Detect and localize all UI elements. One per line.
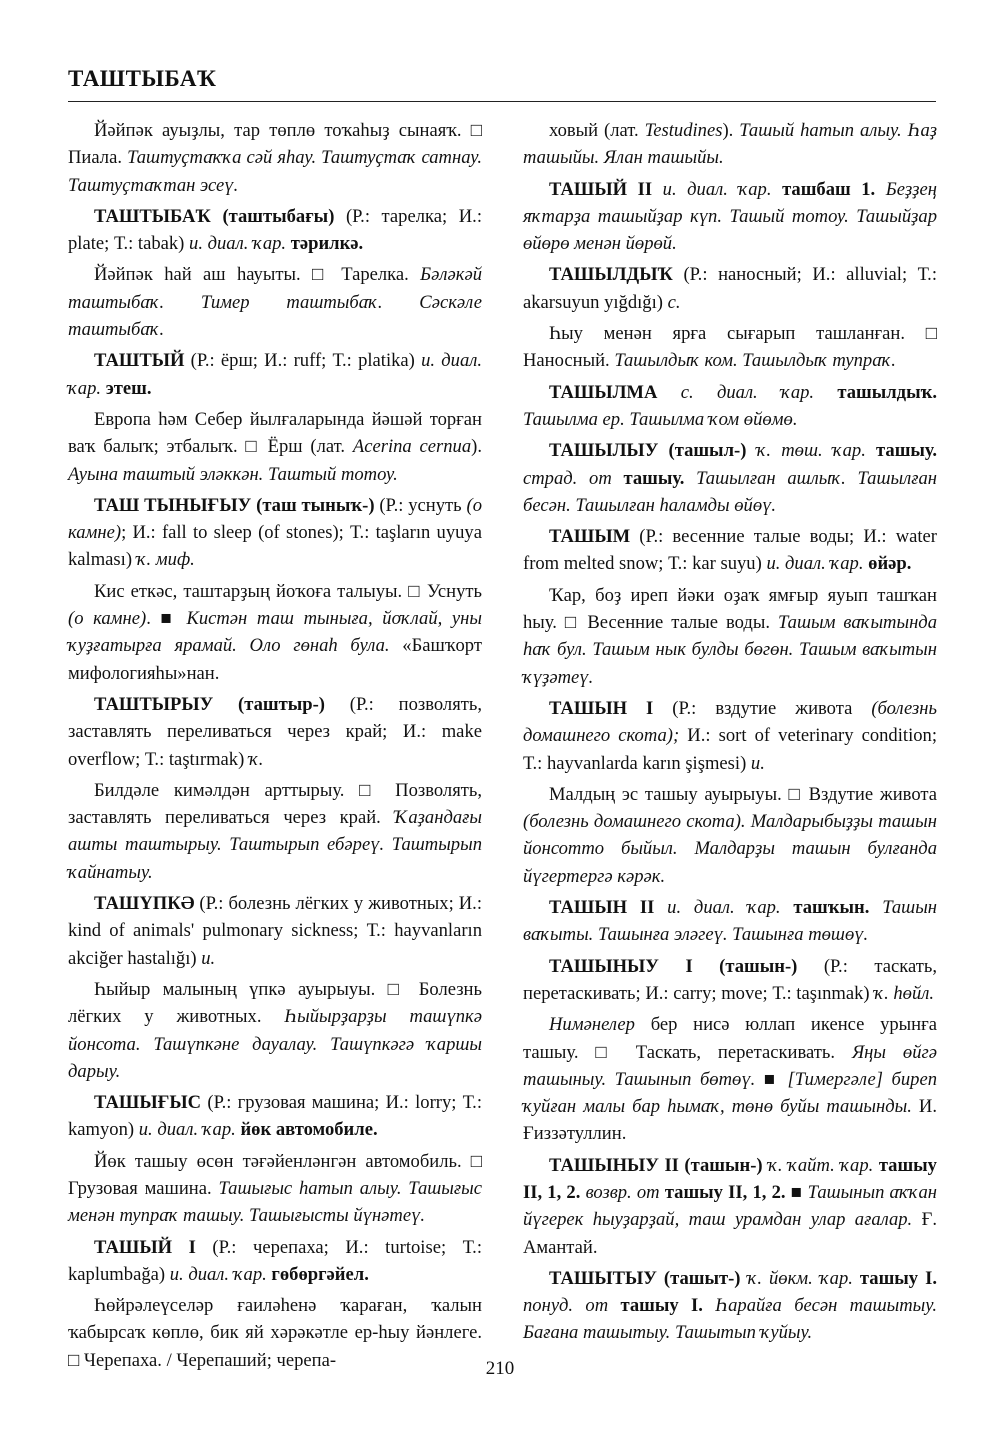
italic-text: ҡ. төш. ҡар.	[756, 440, 866, 462]
italic-text: Кистән таш тыныға, йоҡлай, уны ҡуҙғатырға ярамай. Оло гөнаһ була.	[68, 608, 482, 657]
headword-text: ТАШТЫЙ	[94, 350, 185, 372]
italic-text: понуд. от	[523, 1295, 609, 1317]
entry-text	[866, 440, 876, 461]
italic-text: с. диал. ҡар.	[680, 381, 815, 403]
italic-text: с.	[667, 291, 681, 313]
running-head: ТАШТЫБАҠ	[68, 66, 217, 91]
italic-text: и.	[750, 752, 765, 774]
entry-text: (Р.: весенние талые воды; И.: water from melted snow; Т.: kar suyu)	[523, 526, 937, 575]
italic-text: ҡ. миф.	[136, 549, 195, 571]
italic-text: и. диал. ҡар.	[766, 553, 864, 575]
entry-text: «Башҡорт мифологияһы»нан.	[68, 635, 482, 684]
headword-text: ТАШЫНЫУ I (ташын-)	[549, 955, 798, 977]
dictionary-entry	[523, 894, 937, 949]
italic-text: и. диал. ҡар.	[662, 178, 772, 200]
headword-text: ташыу I.	[620, 1295, 703, 1317]
entry-text	[652, 179, 663, 200]
dictionary-entry	[68, 347, 482, 402]
entry-text	[703, 1295, 715, 1316]
entry-text: (Р.: ёрш; И.: ruff; Т.: platika)	[184, 350, 422, 372]
dictionary-entry	[68, 777, 482, 886]
entry-text: Һыу менән ярға сығарып ташланған. □ Наносный.	[523, 323, 937, 372]
headword-text: ташылдыҡ.	[837, 381, 937, 403]
italic-text: Ташым ваҡытында һаҡ бул. Ташым нык булды бөгөн. Ташым ваҡытын ҡүҙәтеү.	[523, 612, 937, 688]
entry-text: Йөк ташыу өсөн тәғәйенләнгән автомобиль. □ Грузовая машина.	[68, 1150, 482, 1199]
dictionary-entry	[523, 117, 937, 172]
italic-text: Һыйырҙарҙы ташүпкә йонсота. Ташүпкәне дауалау. Ташүпкәгә ҡаршы дарыу.	[68, 1006, 482, 1082]
headword-text: ТАШЫЛМА	[549, 381, 658, 403]
entry-text: (Р.: болезнь лёгких у животных; И.: kind of animals' pulmonary sickness; Т.: hayvanların akciğer hastalığı)	[68, 893, 482, 969]
entry-text: Йәйпәк ауыҙлы, тар төплө тоҡаһыҙ сынаяҡ. □ Пиала.	[68, 120, 482, 169]
dictionary-entry	[523, 781, 937, 890]
italic-text: Һарайға бесән ташытыу. Бағана ташытыу. Ташытып ҡуйыу.	[523, 1295, 937, 1344]
entry-text	[781, 897, 794, 918]
entry-text: Һыйыр малының үпкә ауырыуы. □ Болезнь лёгких у животных.	[68, 978, 482, 1028]
headword-text: өйәр.	[868, 553, 912, 575]
italic-text: Ташылма ер. Ташылма ҡом өйөмө.	[523, 408, 798, 430]
entry-text	[612, 468, 624, 489]
headword-text: ТАШТЫРЫУ (таштыр-)	[94, 693, 325, 715]
headword-text: ташбаш 1.	[782, 178, 876, 200]
dictionary-entry	[523, 1265, 937, 1347]
entry-text: ).	[722, 120, 740, 141]
italic-text: возвр. от	[585, 1181, 660, 1203]
page-number: 210	[485, 1358, 515, 1379]
italic-text: и. диал. ҡар.	[667, 897, 781, 919]
italic-text: Ташылған ашлыҡ. Ташылған бесән. Ташылған һаламды өйөү.	[523, 467, 937, 516]
headword-text: ТАШЫҒЫС	[94, 1092, 202, 1114]
dictionary-entry	[68, 578, 482, 687]
entry-text	[814, 382, 837, 403]
dictionary-entry	[523, 1011, 937, 1147]
entry-text: Ғ. Амантай.	[523, 1209, 937, 1258]
entry-text: бер нисә юллап икенсе урынға ташыу. □ Таскать, перетаскивать.	[523, 1014, 937, 1063]
entry-text: Кис еткәс, таштарҙың йоҡоға талыуы. □ Уснуть	[94, 580, 482, 602]
headword-text: ТАШЫНЫУ II (ташын-)	[549, 1154, 763, 1176]
dictionary-entry	[68, 492, 482, 574]
dictionary-entry	[523, 379, 937, 434]
entry-text: Малдың эс ташыу ауырыуы. □ Вздутие живота	[549, 783, 937, 805]
entry-text	[741, 1268, 748, 1289]
entry-text: (Р.: позволять, заставлять переливаться через край; И.: make overflow; Т.: taştırmak)	[68, 693, 482, 770]
headword-text: ТАШЫН II	[549, 897, 655, 919]
italic-text: Ауына таштый эләккән. Таштый тотоу.	[68, 463, 398, 485]
italic-text: Ташый һатып алыу. Һаҙ ташыйы. Ялан ташыйы.	[523, 120, 937, 169]
dictionary-entry	[523, 1152, 937, 1261]
italic-text: страд. от	[523, 467, 612, 489]
header-rule	[68, 101, 936, 102]
dictionary-entry	[523, 582, 937, 691]
headword-text: гөбөргәйел.	[271, 1263, 369, 1285]
italic-text: Яңы өйгә ташыныу. Ташынып бөтөү.	[523, 1041, 937, 1090]
italic-text: Ҡаҙандағы ашты таштырыу. Таштырып ебәреү. Таштырып ҡайнатыу.	[68, 807, 482, 883]
entry-text	[772, 179, 783, 200]
headword-text: ташыу II, 1, 2.	[664, 1181, 786, 1203]
italic-text: (болезнь домашнего скота);	[523, 697, 937, 747]
dictionary-entry	[68, 261, 482, 343]
entry-text: (Р.: таскать, перетаскивать; И.: carry; move; Т.: taşınmak)	[523, 955, 937, 1004]
headword-text: ТАШЫМ	[549, 526, 631, 548]
dictionary-entry	[68, 1234, 482, 1289]
dictionary-entry	[523, 523, 937, 578]
entry-text: ховый (лат.	[549, 120, 645, 141]
entry-text	[608, 1295, 620, 1316]
italic-text: и. диал. ҡар.	[138, 1119, 236, 1141]
entry-text: . ■	[146, 608, 187, 630]
headword-text: ТАШЫЙ I	[94, 1236, 196, 1258]
entry-text: Европа һәм Себер йылғаларында йәшәй торған ваҡ балыҡ; этбалыҡ. □ Ёрш (лат.	[68, 408, 482, 458]
entry-text: ; И.: fall to sleep (of stones); Т.: taşların uyuya kalması)	[68, 522, 482, 571]
dictionary-entry	[523, 261, 937, 316]
entry-text	[684, 468, 696, 489]
italic-text: Ташығыс һатып алыу. Ташығыс менән тупраҡ ташыу. Ташығысты йүнәтеү.	[68, 1177, 482, 1227]
headword-text: ташыу I.	[859, 1267, 937, 1289]
italic-text: Нимәнелер	[549, 1014, 635, 1036]
entry-text: (Р.: наносный; И.: alluvial; Т.: akarsuyun yığdığı)	[523, 264, 937, 313]
italic-text: Acerina cernua	[352, 436, 472, 458]
entry-text: И. Ғиззәтуллин.	[523, 1096, 937, 1145]
entry-text	[853, 1268, 860, 1289]
entry-text: (Р.: тарелка; И.: plate; Т.: tabak)	[68, 205, 482, 255]
entry-text: (Р.: грузовая машина; И.: lorry; Т.: kamyon)	[68, 1092, 482, 1141]
italic-text: и. диал. ҡар.	[189, 233, 287, 255]
entry-text: Билдәле кимәлдән арттырыу. □ Позволять, заставлять переливаться через край.	[68, 779, 482, 829]
italic-text: [Тимергәле] биреп ҡуйған малы бар һымаҡ, төнө буйы ташынды.	[523, 1068, 938, 1118]
dictionary-entry	[68, 691, 482, 773]
dictionary-entry	[68, 406, 482, 488]
headword-text: ташыу.	[876, 440, 938, 462]
dictionary-entry	[523, 320, 937, 375]
left-column	[68, 117, 482, 1374]
italic-text: Таштуҫтаҡҡа сәй яһау. Таштуҫтаҡ сатнау. Таштуҫтаҡтан эсеү.	[68, 147, 482, 196]
headword-text: ТАШЫЛДЫҠ	[549, 264, 673, 286]
headword-text: ТАШЫЛЫУ (ташыл-)	[549, 440, 747, 462]
headword-text: ТАШ ТЫНЫҒЫУ (таш тыныҡ-)	[94, 494, 375, 516]
italic-text: Testudines	[644, 120, 723, 141]
entry-text: Йәйпәк һай аш һауыты. □ Тарелка.	[94, 264, 421, 286]
entry-text	[869, 897, 882, 918]
italic-text: ҡ.	[248, 748, 264, 770]
dictionary-entry	[68, 976, 482, 1085]
italic-text: и. диал. ҡар.	[169, 1263, 267, 1285]
dictionary-entry	[523, 437, 937, 519]
headword-text: ТАШТЫБАҠ (таштыбағы)	[94, 205, 335, 227]
italic-text: Бәләкәй таштыбаҡ. Тимер таштыбаҡ. Сәскәле таштыбаҡ.	[68, 264, 482, 341]
entry-text: (Р.: черепаха; И.: turtoise; Т.: kaplumbağa)	[68, 1236, 482, 1285]
entry-text	[654, 897, 667, 918]
entry-text: Һөйрәлеүселәр ғаиләһенә ҡараған, ҡалын ҡабырсаҡ көплө, бик яй хәрәкәтле ер-һыу йәнлеге. □ Черепаха. / Черепаший; черепа-	[68, 1295, 482, 1371]
italic-text: ҡ. ҡайт. ҡар.	[768, 1154, 874, 1176]
headword-text: йөк автомобиле.	[240, 1119, 378, 1141]
entry-text: ■	[755, 1068, 788, 1090]
dictionary-entry	[68, 1148, 482, 1230]
headword-text: ТАШЫТЫУ (ташыт-)	[549, 1267, 741, 1289]
dictionary-entry	[68, 890, 482, 972]
dictionary-entry	[523, 953, 937, 1008]
entry-text: ■	[785, 1181, 808, 1203]
dictionary-entry	[523, 176, 937, 258]
dictionary-entry	[68, 1089, 482, 1144]
italic-text: (болезнь домашнего скота). Малдарыбыҙҙы ташын йонсотто быйыл. Малдарҙы ташын булғанда йүгертергә кәрәк.	[523, 811, 937, 887]
headword-text: этеш.	[105, 377, 152, 399]
italic-text: (о камне)	[68, 494, 482, 544]
italic-text: Ташын ваҡыты. Ташынға эләгеү. Ташынға төшөү.	[523, 897, 938, 946]
dictionary-entry	[68, 117, 482, 199]
entry-text	[875, 179, 886, 200]
headword-text: тәрилкә.	[290, 233, 364, 255]
entry-text: И.: sort of veterinary condition; Т.: hayvanlarda karın şişmesi)	[523, 725, 937, 774]
dictionary-entry	[68, 203, 482, 258]
headword-text: ташыу.	[623, 467, 685, 489]
entry-text: ).	[471, 436, 482, 458]
italic-text: и. диал. ҡар.	[68, 350, 482, 399]
entry-text: (Р.: уснуть	[374, 494, 467, 516]
headword-text: ТАШҮПКӘ	[94, 893, 195, 915]
headword-text: ТАШЫЙ II	[549, 178, 653, 200]
italic-text: (о камне)	[68, 608, 147, 630]
right-column	[523, 117, 937, 1347]
headword-text: ТАШЫН I	[549, 697, 654, 719]
dictionary-entry	[523, 695, 937, 777]
italic-text: ҡ. йөкм. ҡар.	[747, 1267, 853, 1289]
headword-text: ташҡын.	[793, 897, 870, 919]
entry-text	[657, 382, 680, 403]
italic-text: Ташылдыҡ ком. Ташылдыҡ тупраҡ.	[614, 350, 896, 372]
italic-text: и.	[201, 947, 216, 969]
entry-text: (Р.: вздутие живота	[653, 697, 872, 719]
entry-text: Ҡар, боҙ иреп йәки оҙаҡ ямғыр яуып ташҡан һыу. □ Весенние талые воды.	[523, 584, 937, 634]
headword-text: ташыу II, 1, 2.	[523, 1154, 937, 1203]
italic-text: Ташынып аҡҡан йүгерек һыуҙарҙай, таш урамдан улар ағалар.	[523, 1181, 937, 1231]
italic-text: Беҙҙең яҡтарҙа ташыйҙар күп. Ташый тотоу. Ташыйҙар өйөрө менән йөрөй.	[523, 178, 937, 255]
entry-text	[746, 440, 756, 461]
italic-text: ҡ. һөйл.	[874, 982, 935, 1004]
